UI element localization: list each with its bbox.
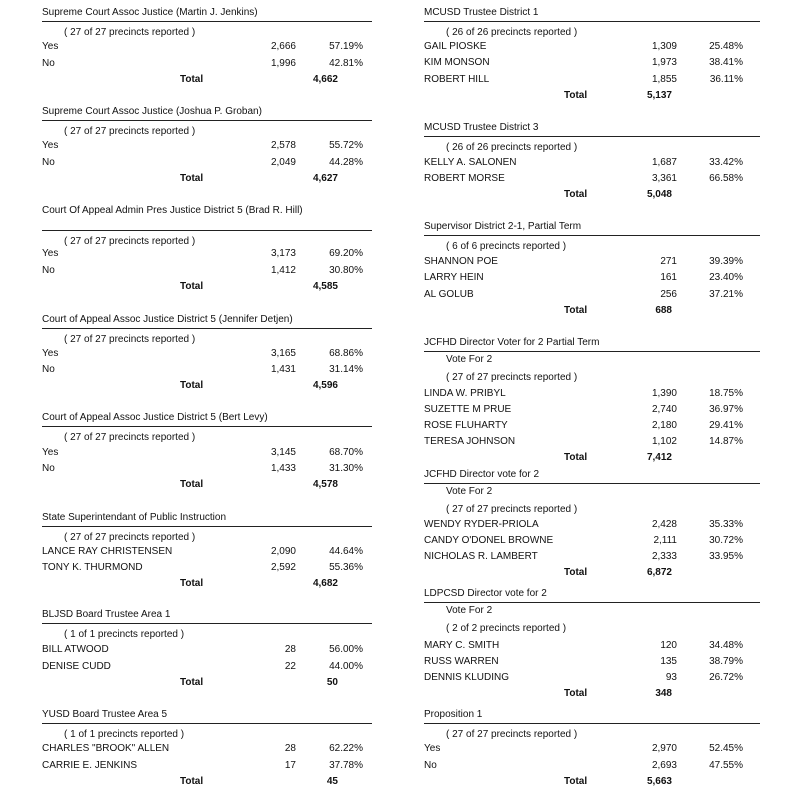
total-row bbox=[424, 566, 760, 579]
vote-percent: 23.40% bbox=[709, 272, 743, 283]
race-title: YUSD Board Trustee Area 5 bbox=[42, 709, 168, 720]
candidate-name: No bbox=[42, 157, 55, 168]
vote-count: 2,111 bbox=[653, 535, 677, 546]
result-row bbox=[42, 40, 372, 53]
race-title: Supreme Court Assoc Justice (Martin J. Jenkins) bbox=[42, 7, 258, 18]
vote-count: 93 bbox=[665, 672, 677, 683]
result-row bbox=[424, 403, 760, 416]
candidate-name: DENNIS KLUDING bbox=[424, 672, 510, 683]
candidate-name: MARY C. SMITH bbox=[424, 640, 500, 651]
total-row bbox=[42, 577, 372, 590]
candidate-name: Yes bbox=[42, 447, 59, 458]
candidate-name: CARRIE E. JENKINS bbox=[42, 760, 138, 771]
vote-count: 1,996 bbox=[270, 58, 296, 69]
total-row bbox=[42, 478, 372, 491]
vote-count: 1,431 bbox=[270, 364, 296, 375]
race-divider bbox=[424, 136, 760, 137]
candidate-name: SHANNON POE bbox=[424, 256, 498, 267]
vote-percent: 37.21% bbox=[709, 289, 743, 300]
total-label: Total bbox=[564, 776, 588, 787]
race-divider bbox=[42, 723, 372, 724]
total-row bbox=[424, 451, 760, 464]
total-label: Total bbox=[180, 677, 204, 688]
vote-count: 2,970 bbox=[651, 743, 677, 754]
vote-percent: 14.87% bbox=[709, 436, 743, 447]
vote-count: 1,412 bbox=[270, 265, 296, 276]
candidate-name: AL GOLUB bbox=[424, 289, 474, 300]
race-title: State Superintendant of Public Instruction bbox=[42, 512, 227, 523]
result-row bbox=[424, 288, 760, 301]
race-divider bbox=[42, 21, 372, 22]
result-row bbox=[424, 40, 760, 53]
candidate-name: Yes bbox=[42, 140, 59, 151]
result-row bbox=[424, 172, 760, 185]
total-row bbox=[424, 775, 760, 788]
candidate-name: No bbox=[42, 58, 55, 69]
total-label: Total bbox=[180, 74, 204, 85]
vote-percent: 68.86% bbox=[329, 348, 363, 359]
vote-count: 135 bbox=[660, 656, 677, 667]
total-votes: 6,872 bbox=[646, 567, 672, 578]
result-row bbox=[42, 446, 372, 459]
candidate-name: No bbox=[42, 364, 55, 375]
vote-for-label: Vote For 2 bbox=[446, 486, 493, 497]
result-row bbox=[424, 742, 760, 755]
candidate-name: RUSS WARREN bbox=[424, 656, 499, 667]
vote-percent: 38.79% bbox=[709, 656, 743, 667]
result-row bbox=[424, 518, 760, 531]
candidate-name: ROBERT HILL bbox=[424, 74, 490, 85]
race-divider bbox=[42, 120, 372, 121]
result-row bbox=[42, 139, 372, 152]
vote-percent: 30.72% bbox=[709, 535, 743, 546]
candidate-name: TONY K. THURMOND bbox=[42, 562, 143, 573]
total-votes: 4,596 bbox=[312, 380, 338, 391]
race-divider bbox=[424, 235, 760, 236]
vote-percent: 18.75% bbox=[709, 388, 743, 399]
candidate-name: ROBERT MORSE bbox=[424, 173, 505, 184]
total-votes: 5,137 bbox=[646, 90, 672, 101]
result-row bbox=[42, 347, 372, 360]
vote-count: 3,361 bbox=[651, 173, 677, 184]
candidate-name: Yes bbox=[42, 248, 59, 259]
vote-count: 2,578 bbox=[270, 140, 296, 151]
result-row bbox=[42, 462, 372, 475]
vote-percent: 33.95% bbox=[709, 551, 743, 562]
race-divider bbox=[424, 602, 760, 603]
total-label: Total bbox=[564, 567, 588, 578]
vote-count: 1,855 bbox=[651, 74, 677, 85]
vote-for-label: Vote For 2 bbox=[446, 605, 493, 616]
vote-percent: 69.20% bbox=[329, 248, 363, 259]
candidate-name: Yes bbox=[42, 348, 59, 359]
vote-count: 3,145 bbox=[270, 447, 296, 458]
vote-percent: 62.22% bbox=[329, 743, 363, 754]
precincts-reported: ( 27 of 27 precincts reported ) bbox=[446, 372, 578, 383]
vote-count: 1,433 bbox=[270, 463, 296, 474]
total-votes: 4,578 bbox=[312, 479, 338, 490]
total-label: Total bbox=[180, 281, 204, 292]
candidate-name: Yes bbox=[424, 743, 441, 754]
race-divider bbox=[42, 426, 372, 427]
race-title: MCUSD Trustee District 3 bbox=[424, 122, 539, 133]
vote-percent: 44.28% bbox=[329, 157, 363, 168]
total-label: Total bbox=[180, 173, 204, 184]
total-row bbox=[42, 280, 372, 293]
race-divider bbox=[42, 623, 372, 624]
result-row bbox=[42, 759, 372, 772]
race-title: Supreme Court Assoc Justice (Joshua P. Groban) bbox=[42, 106, 262, 117]
result-row bbox=[424, 271, 760, 284]
precincts-reported: ( 27 of 27 precincts reported ) bbox=[64, 532, 196, 543]
total-row bbox=[42, 676, 372, 689]
result-row bbox=[424, 534, 760, 547]
vote-percent: 42.81% bbox=[329, 58, 363, 69]
vote-count: 2,740 bbox=[651, 404, 677, 415]
total-votes: 50 bbox=[326, 677, 338, 688]
candidate-name: LINDA W. PRIBYL bbox=[424, 388, 506, 399]
result-row bbox=[42, 545, 372, 558]
vote-count: 2,333 bbox=[651, 551, 677, 562]
total-votes: 4,585 bbox=[312, 281, 338, 292]
vote-percent: 57.19% bbox=[329, 41, 363, 52]
total-label: Total bbox=[564, 452, 588, 463]
vote-for-label: Vote For 2 bbox=[446, 354, 493, 365]
vote-percent: 26.72% bbox=[709, 672, 743, 683]
total-votes: 4,682 bbox=[312, 578, 338, 589]
result-row bbox=[42, 561, 372, 574]
candidate-name: SUZETTE M PRUE bbox=[424, 404, 512, 415]
total-row bbox=[42, 379, 372, 392]
vote-percent: 30.80% bbox=[329, 265, 363, 276]
candidate-name: ROSE FLUHARTY bbox=[424, 420, 508, 431]
precincts-reported: ( 27 of 27 precincts reported ) bbox=[446, 729, 578, 740]
vote-count: 1,390 bbox=[651, 388, 677, 399]
total-votes: 7,412 bbox=[646, 452, 672, 463]
vote-count: 28 bbox=[284, 743, 296, 754]
result-row bbox=[42, 742, 372, 755]
vote-count: 1,309 bbox=[651, 41, 677, 52]
vote-percent: 68.70% bbox=[329, 447, 363, 458]
vote-percent: 55.72% bbox=[329, 140, 363, 151]
race-title: MCUSD Trustee District 1 bbox=[424, 7, 539, 18]
vote-count: 2,090 bbox=[270, 546, 296, 557]
result-row bbox=[424, 255, 760, 268]
race-title: JCFHD Director vote for 2 bbox=[424, 469, 540, 480]
candidate-name: GAIL PIOSKE bbox=[424, 41, 487, 52]
total-label: Total bbox=[180, 578, 204, 589]
vote-percent: 56.00% bbox=[329, 644, 363, 655]
vote-count: 161 bbox=[660, 272, 677, 283]
total-votes: 5,663 bbox=[646, 776, 672, 787]
candidate-name: CHARLES "BROOK" ALLEN bbox=[42, 743, 170, 754]
candidate-name: Yes bbox=[42, 41, 59, 52]
vote-percent: 34.48% bbox=[709, 640, 743, 651]
total-label: Total bbox=[180, 776, 204, 787]
vote-count: 2,693 bbox=[651, 760, 677, 771]
vote-count: 2,592 bbox=[270, 562, 296, 573]
total-label: Total bbox=[564, 189, 588, 200]
race-title: Supervisor District 2-1, Partial Term bbox=[424, 221, 582, 232]
total-votes: 5,048 bbox=[646, 189, 672, 200]
precincts-reported: ( 6 of 6 precincts reported ) bbox=[446, 241, 567, 252]
vote-count: 1,973 bbox=[651, 57, 677, 68]
vote-percent: 39.39% bbox=[709, 256, 743, 267]
candidate-name: KIM MONSON bbox=[424, 57, 490, 68]
vote-percent: 31.14% bbox=[329, 364, 363, 375]
vote-count: 2,428 bbox=[651, 519, 677, 530]
race-divider bbox=[42, 526, 372, 527]
vote-count: 3,173 bbox=[270, 248, 296, 259]
candidate-name: LANCE RAY CHRISTENSEN bbox=[42, 546, 173, 557]
total-label: Total bbox=[564, 90, 588, 101]
result-row bbox=[42, 57, 372, 70]
precincts-reported: ( 27 of 27 precincts reported ) bbox=[64, 432, 196, 443]
total-votes: 688 bbox=[655, 305, 672, 316]
candidate-name: NICHOLAS R. LAMBERT bbox=[424, 551, 538, 562]
candidate-name: BILL ATWOOD bbox=[42, 644, 109, 655]
vote-count: 120 bbox=[660, 640, 677, 651]
candidate-name: No bbox=[424, 760, 437, 771]
candidate-name: LARRY HEIN bbox=[424, 272, 484, 283]
total-row bbox=[42, 73, 372, 86]
total-votes: 4,627 bbox=[312, 173, 338, 184]
precincts-reported: ( 26 of 26 precincts reported ) bbox=[446, 27, 578, 38]
total-row bbox=[424, 89, 760, 102]
result-row bbox=[424, 419, 760, 432]
result-row bbox=[424, 655, 760, 668]
vote-count: 271 bbox=[660, 256, 677, 267]
race-divider bbox=[424, 21, 760, 22]
result-row bbox=[424, 56, 760, 69]
vote-percent: 66.58% bbox=[709, 173, 743, 184]
total-row bbox=[424, 188, 760, 201]
vote-percent: 37.78% bbox=[329, 760, 363, 771]
candidate-name: DENISE CUDD bbox=[42, 661, 111, 672]
vote-percent: 55.36% bbox=[329, 562, 363, 573]
precincts-reported: ( 27 of 27 precincts reported ) bbox=[64, 126, 196, 137]
vote-count: 1,687 bbox=[651, 157, 677, 168]
candidate-name: KELLY A. SALONEN bbox=[424, 157, 517, 168]
vote-count: 28 bbox=[284, 644, 296, 655]
race-divider bbox=[42, 230, 372, 231]
result-row bbox=[424, 639, 760, 652]
result-row bbox=[424, 387, 760, 400]
result-row bbox=[42, 264, 372, 277]
result-row bbox=[424, 671, 760, 684]
vote-percent: 36.11% bbox=[709, 74, 743, 85]
result-row bbox=[42, 247, 372, 260]
precincts-reported: ( 26 of 26 precincts reported ) bbox=[446, 142, 578, 153]
race-title: Court of Appeal Assoc Justice District 5 (Bert Levy) bbox=[42, 412, 268, 423]
precincts-reported: ( 27 of 27 precincts reported ) bbox=[64, 236, 196, 247]
race-title: Court Of Appeal Admin Pres Justice District 5 (Brad R. Hill) bbox=[42, 205, 303, 216]
vote-percent: 38.41% bbox=[709, 57, 743, 68]
result-row bbox=[42, 363, 372, 376]
vote-percent: 47.55% bbox=[709, 760, 743, 771]
race-title: Proposition 1 bbox=[424, 709, 483, 720]
total-votes: 348 bbox=[655, 688, 672, 699]
vote-count: 3,165 bbox=[270, 348, 296, 359]
precincts-reported: ( 27 of 27 precincts reported ) bbox=[64, 334, 196, 345]
candidate-name: WENDY RYDER-PRIOLA bbox=[424, 519, 539, 530]
race-divider bbox=[424, 351, 760, 352]
result-row bbox=[42, 643, 372, 656]
vote-count: 22 bbox=[284, 661, 296, 672]
total-row bbox=[424, 304, 760, 317]
vote-percent: 44.00% bbox=[329, 661, 363, 672]
race-title: LDPCSD Director vote for 2 bbox=[424, 588, 547, 599]
total-row bbox=[42, 172, 372, 185]
total-votes: 45 bbox=[326, 776, 338, 787]
race-title: Court of Appeal Assoc Justice District 5 (Jennifer Detjen) bbox=[42, 314, 293, 325]
total-votes: 4,662 bbox=[312, 74, 338, 85]
vote-count: 2,666 bbox=[270, 41, 296, 52]
total-label: Total bbox=[180, 479, 204, 490]
vote-percent: 36.97% bbox=[709, 404, 743, 415]
total-label: Total bbox=[180, 380, 204, 391]
race-title: JCFHD Director Voter for 2 Partial Term bbox=[424, 337, 600, 348]
candidate-name: CANDY O'DONEL BROWNE bbox=[424, 535, 554, 546]
precincts-reported: ( 1 of 1 precincts reported ) bbox=[64, 729, 185, 740]
result-row bbox=[424, 156, 760, 169]
vote-count: 17 bbox=[284, 760, 296, 771]
result-row bbox=[42, 156, 372, 169]
candidate-name: TERESA JOHNSON bbox=[424, 436, 516, 447]
precincts-reported: ( 1 of 1 precincts reported ) bbox=[64, 629, 185, 640]
vote-percent: 25.48% bbox=[709, 41, 743, 52]
race-divider bbox=[424, 723, 760, 724]
total-row bbox=[424, 687, 760, 700]
result-row bbox=[424, 435, 760, 448]
race-title: BLJSD Board Trustee Area 1 bbox=[42, 609, 171, 620]
race-divider bbox=[424, 483, 760, 484]
precincts-reported: ( 27 of 27 precincts reported ) bbox=[446, 504, 578, 515]
vote-percent: 44.64% bbox=[329, 546, 363, 557]
candidate-name: No bbox=[42, 463, 55, 474]
result-row bbox=[42, 660, 372, 673]
result-row bbox=[424, 550, 760, 563]
total-row bbox=[42, 775, 372, 788]
candidate-name: No bbox=[42, 265, 55, 276]
race-divider bbox=[42, 328, 372, 329]
result-row bbox=[424, 73, 760, 86]
vote-percent: 29.41% bbox=[709, 420, 743, 431]
vote-count: 256 bbox=[660, 289, 677, 300]
total-label: Total bbox=[564, 688, 588, 699]
vote-percent: 52.45% bbox=[709, 743, 743, 754]
precincts-reported: ( 2 of 2 precincts reported ) bbox=[446, 623, 567, 634]
vote-count: 1,102 bbox=[651, 436, 677, 447]
vote-percent: 33.42% bbox=[709, 157, 743, 168]
vote-percent: 35.33% bbox=[709, 519, 743, 530]
vote-count: 2,049 bbox=[270, 157, 296, 168]
total-label: Total bbox=[564, 305, 588, 316]
result-row bbox=[424, 759, 760, 772]
vote-count: 2,180 bbox=[651, 420, 677, 431]
vote-percent: 31.30% bbox=[329, 463, 363, 474]
precincts-reported: ( 27 of 27 precincts reported ) bbox=[64, 27, 196, 38]
